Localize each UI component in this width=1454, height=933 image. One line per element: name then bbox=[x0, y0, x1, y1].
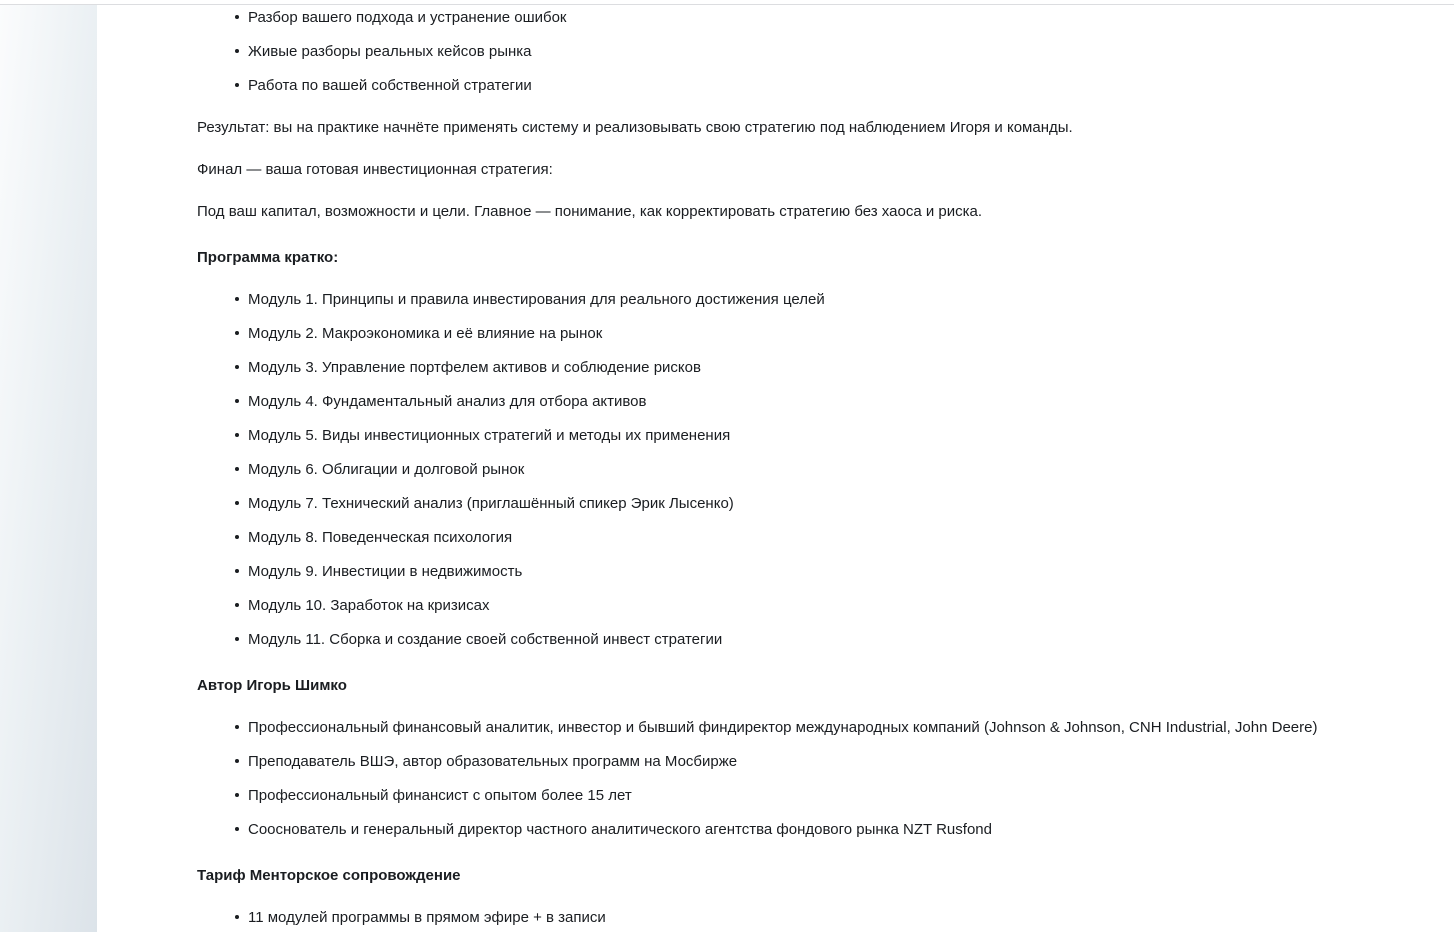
bullet-icon bbox=[235, 365, 239, 369]
bullet-icon bbox=[235, 569, 239, 573]
list-item bbox=[248, 563, 1444, 580]
list-item-text: Сооснователь и генеральный директор частного аналитического агентства фондового рынка NZT Rusfond bbox=[248, 821, 992, 838]
bullet-icon bbox=[235, 83, 239, 87]
list-item bbox=[248, 325, 1444, 342]
bullet-icon bbox=[235, 793, 239, 797]
bullet-icon bbox=[235, 433, 239, 437]
program-heading: Программа кратко: bbox=[197, 249, 339, 266]
list-item-text: Разбор вашего подхода и устранение ошибок bbox=[248, 9, 567, 26]
content-area bbox=[97, 5, 1454, 932]
list-item bbox=[248, 427, 1444, 444]
list-item-text: Профессиональный финансовый аналитик, инвестор и бывший финдиректор международных компаний (Johnson & Johnson, CNH Industrial, John Deere) bbox=[248, 719, 1318, 736]
list-item-text: Живые разборы реальных кейсов рынка bbox=[248, 43, 532, 60]
bullet-icon bbox=[235, 15, 239, 19]
list-item-text: Модуль 8. Поведенческая психология bbox=[248, 529, 513, 546]
list-item-text: Модуль 2. Макроэкономика и её влияние на рынок bbox=[248, 325, 603, 342]
bullet-icon bbox=[235, 501, 239, 505]
list-item bbox=[248, 9, 1444, 26]
tariff-list bbox=[197, 909, 1444, 926]
tariff-heading: Тариф Менторское сопровождение bbox=[197, 867, 461, 884]
list-item bbox=[248, 291, 1444, 308]
bullet-icon bbox=[235, 399, 239, 403]
list-item-text: 11 модулей программы в прямом эфире + в записи bbox=[248, 909, 606, 926]
bullet-icon bbox=[235, 603, 239, 607]
list-item-text: Работа по вашей собственной стратегии bbox=[248, 77, 532, 94]
bullet-icon bbox=[235, 915, 239, 919]
sidebar bbox=[0, 5, 97, 932]
bullet-icon bbox=[235, 637, 239, 641]
list-item-text: Модуль 6. Облигации и долговой рынок bbox=[248, 461, 525, 478]
list-item-text: Модуль 10. Заработок на кризисах bbox=[248, 597, 490, 614]
list-item bbox=[248, 821, 1444, 838]
author-list bbox=[197, 719, 1444, 838]
list-item-text: Модуль 7. Технический анализ (приглашённый спикер Эрик Лысенко) bbox=[248, 495, 734, 512]
bullet-icon bbox=[235, 725, 239, 729]
list-item bbox=[248, 393, 1444, 410]
list-item-text: Модуль 11. Сборка и создание своей собственной инвест стратегии bbox=[248, 631, 723, 648]
final-paragraph: Финал — ваша готовая инвестиционная стратегия: bbox=[197, 161, 553, 178]
list-item bbox=[248, 77, 1444, 94]
list-item bbox=[248, 529, 1444, 546]
page-layout bbox=[0, 5, 1454, 932]
list-item bbox=[248, 787, 1444, 804]
list-item bbox=[248, 359, 1444, 376]
author-heading: Автор Игорь Шимко bbox=[197, 677, 347, 694]
bullet-icon bbox=[235, 827, 239, 831]
bullet-icon bbox=[235, 535, 239, 539]
list-item-text: Профессиональный финансист с опытом более 15 лет bbox=[248, 787, 632, 804]
bullet-icon bbox=[235, 759, 239, 763]
bullet-icon bbox=[235, 297, 239, 301]
practice-list bbox=[197, 9, 1444, 94]
list-item bbox=[248, 495, 1444, 512]
list-item-text: Модуль 5. Виды инвестиционных стратегий и методы их применения bbox=[248, 427, 731, 444]
list-item-text: Модуль 3. Управление портфелем активов и соблюдение рисков bbox=[248, 359, 701, 376]
bullet-icon bbox=[235, 49, 239, 53]
list-item bbox=[248, 631, 1444, 648]
capital-paragraph: Под ваш капитал, возможности и цели. Главное — понимание, как корректировать стратегию без хаоса и риска. bbox=[197, 203, 982, 220]
list-item bbox=[248, 719, 1444, 736]
list-item bbox=[248, 43, 1444, 60]
list-item-text: Модуль 4. Фундаментальный анализ для отбора активов bbox=[248, 393, 647, 410]
list-item-text: Преподаватель ВШЭ, автор образовательных программ на Мосбирже bbox=[248, 753, 738, 770]
list-item bbox=[248, 461, 1444, 478]
list-item bbox=[248, 753, 1444, 770]
result-paragraph: Результат: вы на практике начнёте применять систему и реализовывать свою стратегию под наблюдением Игоря и команды. bbox=[197, 119, 1073, 136]
bullet-icon bbox=[235, 331, 239, 335]
list-item-text: Модуль 1. Принципы и правила инвестирования для реального достижения целей bbox=[248, 291, 825, 308]
list-item bbox=[248, 597, 1444, 614]
list-item bbox=[248, 909, 1444, 926]
list-item-text: Модуль 9. Инвестиции в недвижимость bbox=[248, 563, 523, 580]
bullet-icon bbox=[235, 467, 239, 471]
modules-list bbox=[197, 291, 1444, 648]
